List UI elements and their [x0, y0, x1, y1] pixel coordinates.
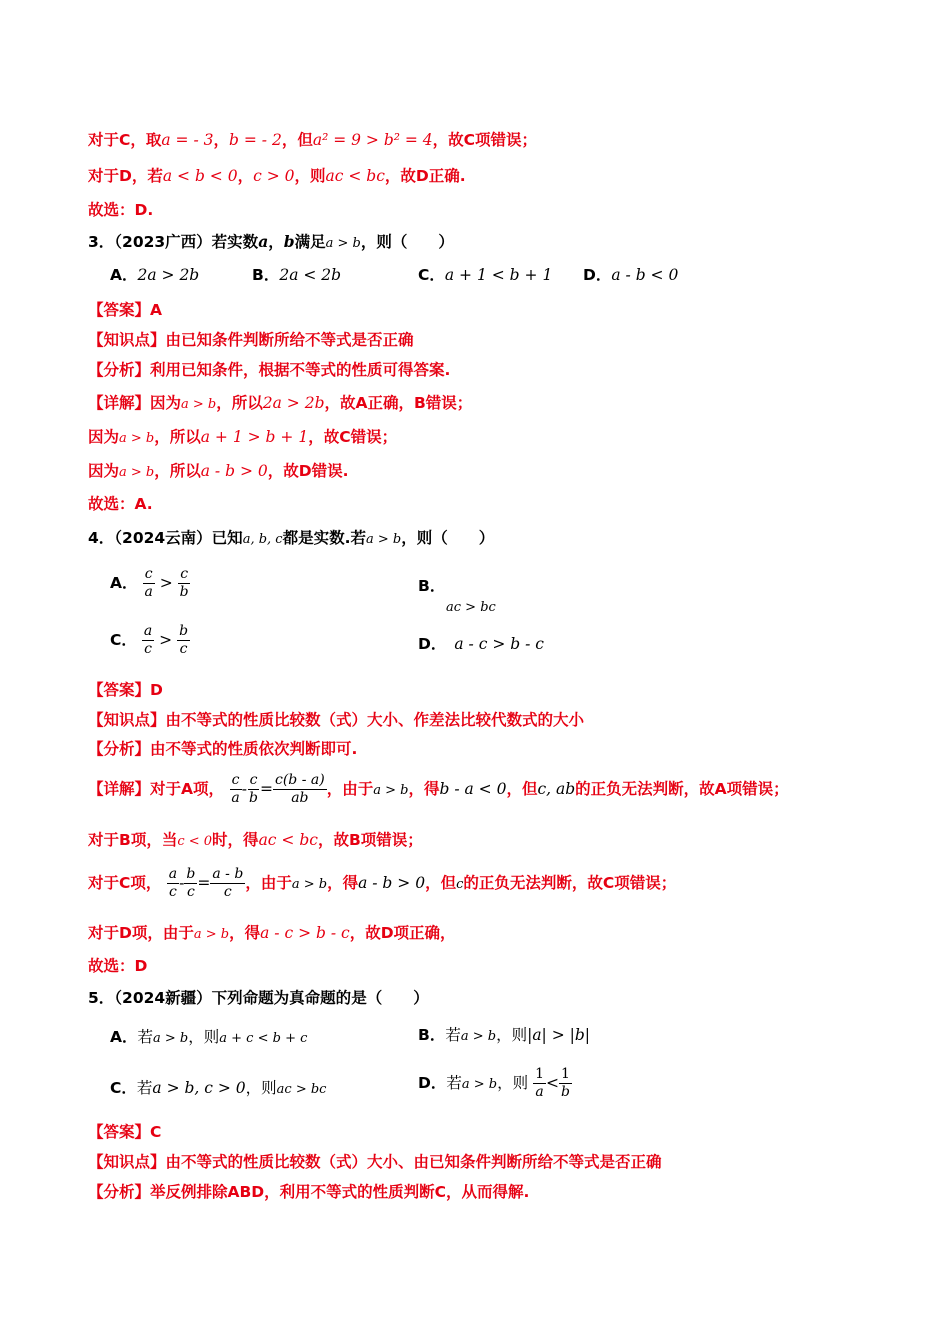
q4-choose: 故选：D: [88, 957, 148, 975]
q3-option-b: B．2a < 2b: [252, 266, 342, 284]
solution-line-d: 对于D，若a < b < 0，c > 0，则ac < bc，故D正确.: [88, 167, 466, 185]
q3-option-d: D．a - b < 0: [583, 266, 679, 284]
q3-detail-2: 因为a > b，所以a + 1 > b + 1，故C错误；: [88, 428, 398, 446]
q4-option-c: C． $\frac{a}{c}$ > $\frac{b}{c}$: [110, 623, 189, 657]
question-4-stem: 4．（2024云南）已知a, b, c都是实数.若a > b，则（ ）: [88, 529, 495, 547]
q5-knowledge: 【知识点】由不等式的性质比较数（式）大小、由已知条件判断所给不等式是否正确: [88, 1153, 662, 1171]
solution-line-c: 对于C，取a = - 3，b = - 2，但a² = 9 > b² = 4，故C项错误；: [88, 131, 538, 149]
q3-option-c: C．a + 1 < b + 1: [418, 266, 553, 284]
q5-answer: 【答案】C: [88, 1123, 162, 1141]
q4-knowledge: 【知识点】由不等式的性质比较数（式）大小、作差法比较代数式的大小: [88, 711, 585, 729]
q4-detail-c: 对于C项， $\frac{a}{c}$ - $\frac{b}{c}$ = $\frac{a - b}{c}$ ，由于a > b，得a - b > 0，但c的正负无法判断，故C项错误；: [88, 866, 677, 900]
q4-analysis: 【分析】由不等式的性质依次判断即可.: [88, 740, 358, 758]
choose-line: 故选：D.: [88, 201, 154, 219]
question-3-stem: 3．（2023广西）若实数a，b满足a > b，则（ ）: [88, 232, 454, 251]
q5-option-a: A．若a > b，则a + c < b + c: [110, 1028, 308, 1046]
q3-detail-3: 因为a > b，所以a - b > 0，故D错误.: [88, 462, 349, 480]
q5-analysis: 【分析】举反例排除ABD，利用不等式的性质判断C，从而得解.: [88, 1183, 530, 1201]
q4-detail-a: 【详解】对于A项， $\frac{c}{a}$ - $\frac{c}{b}$ = $\frac{c(b - a)}{ab}$ ，由于a > b，得b - a < 0，但c, ab的正负无法判断，故A项错误；: [88, 772, 789, 806]
q3-option-a: A．2a > 2b: [110, 266, 200, 284]
q4-answer: 【答案】D: [88, 681, 163, 699]
q4-option-b: B． ac > bc: [418, 577, 496, 615]
q3-choose: 故选：A.: [88, 495, 153, 513]
q3-detail-1: 【详解】因为a > b，所以2a > 2b，故A正确，B错误；: [88, 394, 473, 412]
q4-detail-d: 对于D项，由于a > b，得a - c > b - c，故D项正确，: [88, 924, 456, 942]
question-5-stem: 5．（2024新疆）下列命题为真命题的是（ ）: [88, 989, 429, 1007]
q3-knowledge: 【知识点】由已知条件判断所给不等式是否正确: [88, 331, 414, 349]
q4-detail-b: 对于B项，当c < 0时，得ac < bc，故B项错误；: [88, 831, 423, 849]
q3-answer: 【答案】A: [88, 301, 162, 319]
q4-option-a: A． $\frac{c}{a}$ > $\frac{c}{b}$: [110, 566, 189, 600]
q5-option-d: D．若a > b，则 $\frac{1}{a}$ < $\frac{1}{b}$: [418, 1066, 570, 1100]
q3-analysis: 【分析】利用已知条件，根据不等式的性质可得答案.: [88, 361, 451, 379]
q4-option-d: D． a - c > b - c: [418, 635, 544, 653]
q5-option-b: B．若a > b，则|a| > |b|: [418, 1026, 590, 1044]
q5-option-c: C．若a > b, c > 0，则ac > bc: [110, 1079, 327, 1097]
